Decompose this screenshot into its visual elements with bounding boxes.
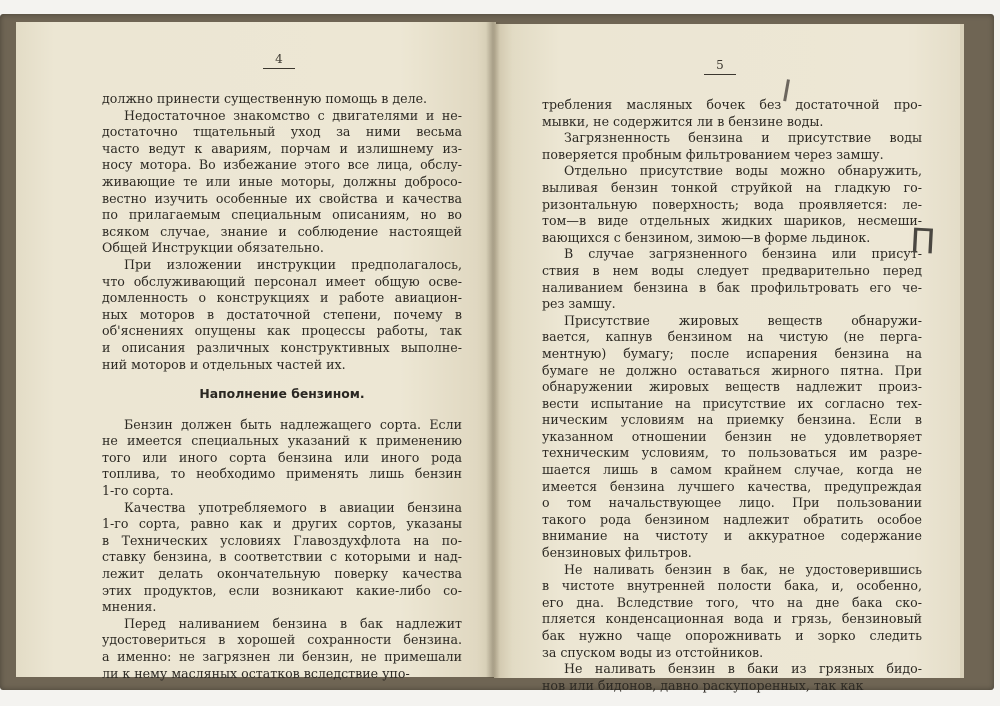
text-line: в Технических условиях Главоздухфлота на по- (102, 532, 462, 548)
text-line: внимание на чистоту и аккуратное содержание (542, 528, 922, 544)
paragraph (102, 417, 462, 500)
text-line: достаточно тщательный уход за ними весьма (102, 124, 462, 140)
text-line: вается, капнув бензином на чистую (не перга- (542, 329, 922, 345)
text-line: имеется бензина лучшего качества, предупреждая (542, 478, 922, 494)
text-line: а именно: не загрязнен ли бензин, не примешали (102, 649, 462, 664)
text-line: техническим условиям, то пользоваться им разре- (542, 445, 922, 461)
text-line: Качества употребляемого в авиации бензина (124, 499, 462, 515)
text-line: этих продуктов, если возникают какие-либо со- (102, 582, 462, 598)
text-line: нов или бидонов, давно раскупоренных, так как (542, 677, 864, 693)
text-line: такого рода бензином надлежит обратить особое (542, 511, 922, 527)
paragraph (102, 616, 462, 682)
book-gutter (486, 22, 500, 678)
text-line: ний моторов и отдельных частей их. (102, 356, 346, 372)
text-line: топлива, то необходимо применять лишь бензин (102, 466, 462, 482)
page-number-left: 4 (259, 52, 299, 69)
text-line: вающихся с бензином, зимою—в форме льдинок. (542, 229, 871, 245)
text-line: бумаге не должно оставаться жирного пятна. При (542, 362, 922, 378)
text-line: ническим условиям на приемку бензина. Если в (542, 412, 922, 428)
page-number-right: 5 (700, 58, 740, 75)
left-page-text (102, 91, 462, 682)
text-line: вести испытание на присутствие их согласно тех- (542, 395, 922, 411)
text-line: об'яснениях опущены как процессы работы, так (102, 323, 462, 339)
paragraph (542, 562, 922, 662)
text-line: Перед наливанием бензина в бак надлежит (124, 615, 462, 631)
text-line: лежит делать окончательную поверку качества (102, 566, 462, 582)
paragraph (102, 500, 462, 616)
right-page (494, 24, 964, 693)
text-line: ментную) бумагу; после испарения бензина на (542, 345, 922, 361)
text-line: что обслуживающий персонал имеет общую осве- (102, 273, 462, 289)
text-line: в чистоте внутренней полости бака, и, особенно, (542, 578, 922, 594)
text-line: Не наливать бензин в баки из грязных бидо- (564, 661, 922, 677)
text-line: Бензин должен быть надлежащего сорта. Если (124, 416, 462, 432)
text-line: рез замшу. (542, 296, 616, 312)
paragraph (102, 257, 462, 373)
text-line: о том начальствующее лицо. При пользовании (542, 495, 922, 511)
text-line: 1-го сорта. (102, 483, 174, 499)
text-line: пляется конденсационная вода и грязь, бензиновый (542, 611, 922, 627)
text-line: поверяется пробным фильтрованием через замшу. (542, 146, 884, 162)
text-line: указанном отношении бензин не удовлетворяет (542, 428, 922, 444)
text-line: по прилагаемым специальным описаниям, но во (102, 207, 462, 223)
paragraph (542, 313, 922, 562)
text-line: Общей Инструкции обязательно. (102, 240, 324, 256)
text-line: Загрязненность бензина и присутствие воды (564, 130, 922, 146)
right-page-text (542, 97, 922, 694)
text-line: мнения. (102, 599, 157, 615)
text-line: Отдельно присутствие воды можно обнаружить, (564, 163, 922, 179)
text-line: живающие те или иные моторы, должны добросо- (102, 173, 462, 189)
text-line: вестно изучить особенные их свойства и качества (102, 190, 462, 206)
text-line: ризонтальную поверхность; вода проявляется: ле- (542, 196, 922, 212)
text-line: обнаружении жировых веществ надлежит произ- (542, 379, 922, 395)
text-line: выливая бензин тонкой струйкой на гладкую го- (542, 179, 922, 195)
text-line: Недостаточное знакомство с двигателями и не- (124, 107, 462, 123)
text-line: должно принести существенную помощь в деле. (102, 91, 428, 106)
left-page (16, 22, 496, 681)
text-line: Не наливать бензин в бак, не удостоверившись (564, 561, 922, 577)
paragraph (102, 91, 462, 108)
paragraph (542, 97, 922, 130)
text-line: ставку бензина, в соответствии с которыми и над- (102, 549, 462, 565)
paragraph (542, 661, 922, 694)
text-line: за спуском воды из отстойников. (542, 644, 764, 660)
text-line: ствия в нем воды следует предварительно перед (542, 262, 922, 278)
text-line: и описания различных конструктивных выполне- (102, 339, 462, 355)
text-line: домленность о конструкциях и работе авиацион- (102, 290, 462, 306)
text-line: бак нужно чаще опорожнивать и зорко следить (542, 628, 922, 643)
text-line: наливанием бензина в бак профильтровать его че- (542, 279, 922, 295)
text-line: том—в виде отдельных жидких шариков, несмеши- (542, 213, 922, 229)
text-line: мывки, не содержится ли в бензине воды. (542, 113, 824, 129)
text-line: ных моторов в достаточной степени, почему в (102, 306, 462, 322)
text-line: При изложении инструкции предполагалось, (124, 256, 462, 272)
text-line: В случае загрязненного бензина или присут- (564, 246, 922, 262)
paragraph (542, 130, 922, 163)
text-line: его дна. Вследствие того, что на дне бака ско- (542, 594, 922, 610)
section-heading: Наполнение бензином. (199, 386, 365, 402)
text-line: шается лишь в самом крайнем случае, когда не (542, 462, 922, 478)
text-line: всяком случае, знание и соблюдение настоящей (102, 223, 462, 239)
paragraph (542, 163, 922, 246)
text-line: носу мотора. Во избежание этого все лица, обслу- (102, 157, 462, 173)
text-line: удостовериться в хорошей сохранности бензина. (102, 632, 462, 648)
text-line: требления масляных бочек без достаточной про- (542, 97, 922, 112)
text-line: 1-го сорта, равно как и других сортов, указаны (102, 516, 462, 532)
text-line: Присутствие жировых веществ обнаружи- (564, 312, 922, 328)
text-line: не имеется специальных указаний к применению (102, 433, 462, 449)
text-line: бензиновых фильтров. (542, 545, 692, 561)
paragraph (102, 108, 462, 257)
paragraph (542, 246, 922, 312)
text-line: ли к нему масляных остатков вследствие упо- (102, 665, 410, 681)
text-line: того или иного сорта бензина или иного рода (102, 449, 462, 465)
margin-mark: П (908, 221, 937, 263)
text-line: часто ведут к авариям, порчам и излишнему из- (102, 140, 462, 156)
